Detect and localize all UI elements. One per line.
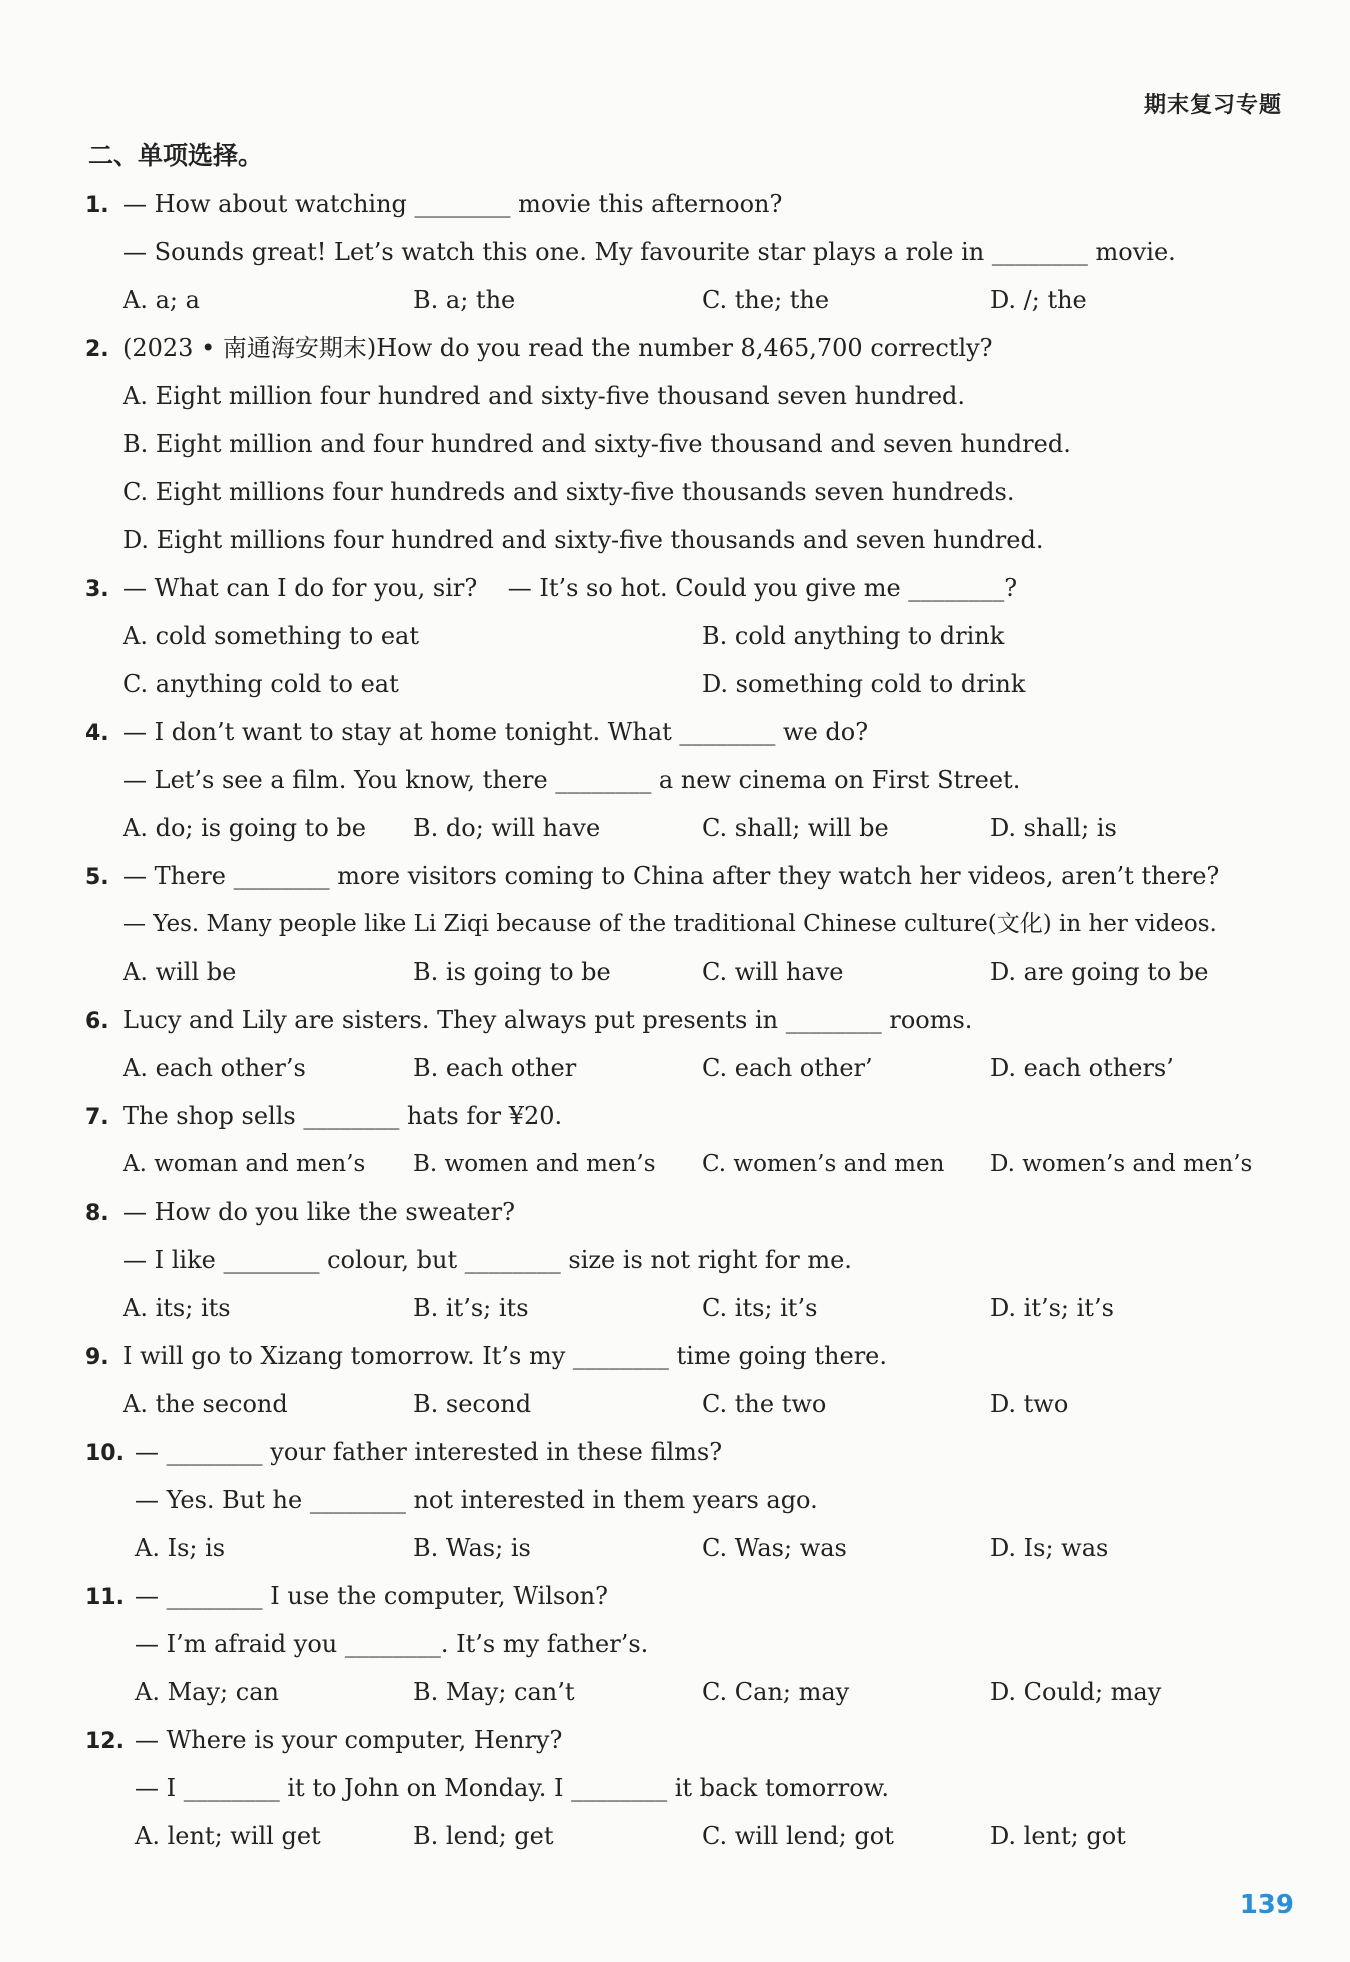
option-d[interactable]: D. are going to be	[990, 958, 1209, 986]
option-d[interactable]: D. women’s and men’s	[990, 1151, 1253, 1177]
option-b[interactable]: B. cold anything to drink	[702, 622, 1005, 650]
question-7-options	[85, 1140, 1310, 1188]
option-c[interactable]: C. the; the	[702, 286, 830, 314]
page-number: 139	[1239, 1890, 1294, 1920]
question-8-options	[85, 1284, 1310, 1332]
option-a[interactable]: A. woman and men’s	[123, 1151, 366, 1177]
question-9-options	[85, 1380, 1310, 1428]
option-d[interactable]: D. /; the	[990, 286, 1087, 314]
question-list	[85, 180, 1310, 1860]
question-number: 5.	[85, 865, 109, 890]
question-5-stem: 5. — There ________ more visitors coming to China after they watch her videos, aren’t there?	[85, 852, 1310, 900]
option-c[interactable]: C. the two	[702, 1390, 827, 1418]
question-number: 6.	[85, 1009, 109, 1034]
option-c[interactable]: C. Can; may	[702, 1678, 850, 1706]
option-b[interactable]: B. second	[413, 1390, 532, 1418]
question-3-options-ab	[85, 612, 1310, 660]
question-9-stem: 9. I will go to Xizang tomorrow. It’s my ________ time going there.	[85, 1332, 1310, 1380]
option-b[interactable]: B. it’s; its	[413, 1294, 529, 1322]
question-1-reply: — Sounds great! Let’s watch this one. My favourite star plays a role in ________ movie.	[123, 238, 1176, 266]
option-c[interactable]: C. anything cold to eat	[123, 670, 399, 698]
option-d[interactable]: D. Could; may	[990, 1678, 1162, 1706]
option-a[interactable]: A. May; can	[135, 1678, 279, 1706]
question-number: 8.	[85, 1201, 109, 1226]
option-d[interactable]: D. it’s; it’s	[990, 1294, 1114, 1322]
question-number: 2.	[85, 337, 109, 362]
question-2-option-c	[85, 468, 1310, 516]
question-8-stem: 8. — How do you like the sweater?	[85, 1188, 1310, 1236]
question-2-option-b	[85, 420, 1310, 468]
option-a[interactable]: A. each other’s	[123, 1054, 306, 1082]
option-a[interactable]: A. will be	[123, 958, 237, 986]
question-7-stem: 7. The shop sells ________ hats for ¥20.	[85, 1092, 1310, 1140]
question-10-reply: — Yes. But he ________ not interested in them years ago.	[135, 1486, 818, 1514]
option-a[interactable]: A. its; its	[123, 1294, 231, 1322]
question-number: 12.	[85, 1729, 124, 1754]
question-number: 3.	[85, 577, 109, 602]
question-5-reply: — Yes. Many people like Li Ziqi because of the traditional Chinese culture(文化) in her videos.	[123, 911, 1217, 937]
question-12-options	[85, 1812, 1310, 1860]
option-a[interactable]: A. cold something to eat	[123, 622, 419, 650]
question-6-stem: 6. Lucy and Lily are sisters. They always put presents in ________ rooms.	[85, 996, 1310, 1044]
question-4-reply: — Let’s see a film. You know, there ________ a new cinema on First Street.	[123, 766, 1021, 794]
option-d[interactable]: D. Is; was	[990, 1534, 1109, 1562]
section-title: 二、单项选择。	[88, 141, 264, 170]
question-11-reply: — I’m afraid you ________. It’s my father’s.	[135, 1630, 649, 1658]
option-a[interactable]: A. do; is going to be	[123, 814, 366, 842]
option-d[interactable]: D. Eight millions four hundred and sixty-five thousands and seven hundred.	[123, 526, 1044, 554]
option-b[interactable]: B. women and men’s	[413, 1151, 656, 1177]
question-3-stem: 3. — What can I do for you, sir? — It’s so hot. Could you give me ________?	[85, 564, 1310, 612]
option-d[interactable]: D. lent; got	[990, 1822, 1126, 1850]
question-12-stem: 12. — Where is your computer, Henry?	[85, 1716, 1310, 1764]
option-b[interactable]: B. is going to be	[413, 958, 611, 986]
option-a[interactable]: A. the second	[123, 1390, 288, 1418]
question-3-options-cd	[85, 660, 1310, 708]
option-d[interactable]: D. something cold to drink	[702, 670, 1026, 698]
option-a[interactable]: A. Is; is	[135, 1534, 226, 1562]
option-b[interactable]: B. Was; is	[413, 1534, 531, 1562]
question-2-option-d	[85, 516, 1310, 564]
question-8-reply: — I like ________ colour, but ________ size is not right for me.	[123, 1246, 852, 1274]
question-10-stem: 10. — ________ your father interested in these films?	[85, 1428, 1310, 1476]
option-b[interactable]: B. May; can’t	[413, 1678, 575, 1706]
page-header: 期末复习专题	[1143, 93, 1282, 118]
option-b[interactable]: B. a; the	[413, 286, 516, 314]
question-number: 9.	[85, 1345, 109, 1370]
option-c[interactable]: C. will lend; got	[702, 1822, 894, 1850]
question-1-options	[85, 276, 1310, 324]
question-11-stem: 11. — ________ I use the computer, Wilson?	[85, 1572, 1310, 1620]
question-2-stem: 2. (2023 • 南通海安期末)How do you read the number 8,465,700 correctly?	[85, 324, 1310, 372]
option-c[interactable]: C. Eight millions four hundreds and sixty-five thousands seven hundreds.	[123, 478, 1015, 506]
option-c[interactable]: C. women’s and men	[702, 1151, 945, 1177]
option-a[interactable]: A. lent; will get	[135, 1822, 321, 1850]
option-b[interactable]: B. Eight million and four hundred and sixty-five thousand and seven hundred.	[123, 430, 1071, 458]
question-2-option-a	[85, 372, 1310, 420]
option-d[interactable]: D. each others’	[990, 1054, 1174, 1082]
question-5-options	[85, 948, 1310, 996]
option-c[interactable]: C. shall; will be	[702, 814, 889, 842]
question-number: 10.	[85, 1441, 124, 1466]
question-number: 11.	[85, 1585, 124, 1610]
question-12-reply: — I ________ it to John on Monday. I ________ it back tomorrow.	[135, 1774, 889, 1802]
option-b[interactable]: B. do; will have	[413, 814, 601, 842]
question-4-options	[85, 804, 1310, 852]
question-number: 7.	[85, 1105, 109, 1130]
question-11-options	[85, 1668, 1310, 1716]
question-number: 1.	[85, 193, 109, 218]
option-c[interactable]: C. Was; was	[702, 1534, 847, 1562]
question-10-options	[85, 1524, 1310, 1572]
question-6-options	[85, 1044, 1310, 1092]
option-c[interactable]: C. each other’	[702, 1054, 873, 1082]
option-d[interactable]: D. shall; is	[990, 814, 1117, 842]
question-1-stem: 1. — How about watching ________ movie this afternoon?	[85, 180, 1310, 228]
option-d[interactable]: D. two	[990, 1390, 1069, 1418]
option-c[interactable]: C. will have	[702, 958, 844, 986]
option-b[interactable]: B. each other	[413, 1054, 577, 1082]
option-a[interactable]: A. Eight million four hundred and sixty-five thousand seven hundred.	[123, 382, 966, 410]
question-4-stem: 4. — I don’t want to stay at home tonight. What ________ we do?	[85, 708, 1310, 756]
option-b[interactable]: B. lend; get	[413, 1822, 554, 1850]
question-number: 4.	[85, 721, 109, 746]
option-c[interactable]: C. its; it’s	[702, 1294, 818, 1322]
option-a[interactable]: A. a; a	[123, 286, 200, 314]
